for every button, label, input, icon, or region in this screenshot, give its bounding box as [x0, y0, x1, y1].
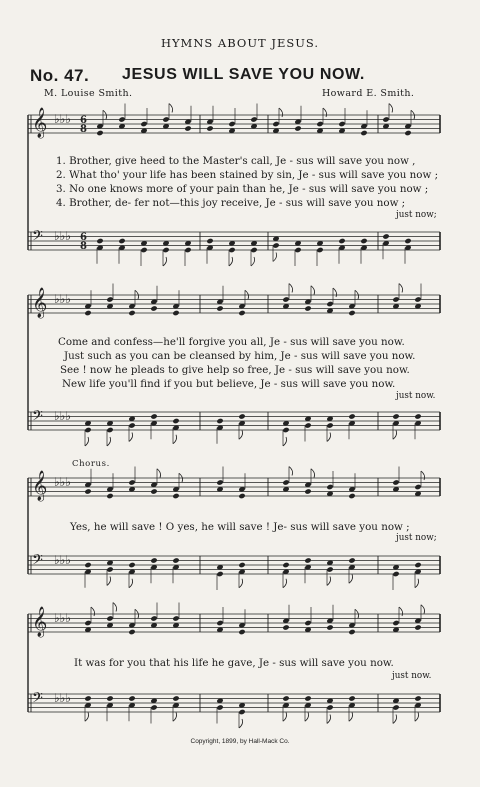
- note-head: [106, 427, 113, 433]
- note-head: [282, 479, 289, 485]
- note-head: [238, 413, 245, 419]
- verse2-line-2: Just such as you can be cleansed by him, Je - sus will save you now.: [64, 350, 416, 362]
- note-head: [238, 709, 245, 715]
- note-head: [360, 238, 367, 244]
- note-head: [282, 296, 289, 302]
- note-flag: [85, 437, 89, 446]
- note-head: [128, 695, 135, 701]
- hymn-title: JESUS WILL SAVE YOU NOW.: [122, 66, 365, 83]
- note-head: [326, 484, 333, 490]
- note-head: [348, 629, 355, 635]
- note-flag: [399, 284, 403, 293]
- note-head: [106, 566, 113, 572]
- note-head: [228, 121, 235, 127]
- note-head: [106, 296, 113, 302]
- note-head: [96, 238, 103, 244]
- note-head: [348, 493, 355, 499]
- verse-line-1: 1. Brother, give heed to the Master's call, Je - sus will save you now ,: [56, 155, 416, 167]
- note-head: [84, 620, 91, 626]
- note-flag: [323, 108, 327, 117]
- note-flag: [157, 469, 161, 478]
- note-head: [172, 418, 179, 424]
- note-flag: [273, 253, 277, 262]
- note-head: [282, 624, 289, 630]
- note-head: [206, 238, 213, 244]
- note-head: [184, 125, 191, 131]
- note-head: [304, 695, 311, 701]
- time-signature: 6: [80, 115, 87, 126]
- copyright: Copyright, 1899, by Hall-Mack Co.: [190, 738, 290, 745]
- note-flag: [399, 607, 403, 616]
- note-head: [338, 238, 345, 244]
- bass-clef: 𝄢: [32, 228, 43, 248]
- note-head: [282, 427, 289, 433]
- note-flag: [229, 257, 233, 266]
- note-head: [326, 566, 333, 572]
- note-flag: [421, 605, 425, 614]
- key-signature: ♭♭♭: [54, 112, 71, 126]
- treble-clef: 𝄞: [32, 108, 48, 138]
- verse-line-2: 2. What tho' your life has been stained by sin, Je - sus will save you now ;: [56, 169, 439, 181]
- note-head: [348, 557, 355, 563]
- note-head: [162, 247, 169, 253]
- note-head: [294, 247, 301, 253]
- note-head: [392, 479, 399, 485]
- note-flag: [311, 469, 315, 478]
- key-signature: ♭♭♭: [54, 409, 71, 423]
- note-head: [84, 695, 91, 701]
- note-head: [84, 488, 91, 494]
- note-head: [304, 620, 311, 626]
- note-flag: [393, 430, 397, 439]
- treble-clef: 𝄞: [32, 471, 48, 501]
- note-head: [140, 121, 147, 127]
- note-head: [150, 413, 157, 419]
- note-head: [216, 305, 223, 311]
- page-header: HYMNS ABOUT JESUS.: [160, 36, 320, 50]
- note-flag: [169, 104, 173, 113]
- note-flag: [173, 435, 177, 444]
- note-flag: [251, 257, 255, 266]
- note-head: [414, 624, 421, 630]
- note-head: [238, 562, 245, 568]
- bass-clef: 𝄢: [32, 690, 43, 710]
- note-head: [382, 116, 389, 122]
- note-head: [140, 247, 147, 253]
- note-head: [414, 695, 421, 701]
- note-head: [172, 493, 179, 499]
- note-head: [326, 704, 333, 710]
- note-head: [282, 562, 289, 568]
- note-head: [150, 615, 157, 621]
- note-head: [128, 422, 135, 428]
- note-head: [118, 116, 125, 122]
- note-flag: [289, 284, 293, 293]
- note-head: [304, 422, 311, 428]
- note-head: [228, 247, 235, 253]
- note-head: [128, 562, 135, 568]
- note-head: [216, 418, 223, 424]
- note-head: [238, 493, 245, 499]
- hymn-number: No. 47.: [30, 66, 90, 85]
- note-head: [172, 695, 179, 701]
- time-signature: 8: [80, 241, 87, 252]
- note-head: [118, 238, 125, 244]
- just-now-label-3: just now;: [396, 533, 437, 543]
- note-flag: [283, 437, 287, 446]
- note-flag: [239, 719, 243, 728]
- note-head: [128, 479, 135, 485]
- verse2-line-3: See ! now he pleads to give help so free, Je - sus will save you now.: [60, 364, 410, 376]
- note-head: [304, 305, 311, 311]
- note-flag: [283, 579, 287, 588]
- note-flag: [311, 286, 315, 295]
- note-flag: [239, 579, 243, 588]
- note-flag: [279, 108, 283, 117]
- just-now-label-2: just now.: [396, 391, 436, 401]
- treble-clef: 𝄞: [32, 607, 48, 637]
- note-head: [316, 121, 323, 127]
- note-head: [128, 310, 135, 316]
- note-head: [392, 620, 399, 626]
- note-flag: [163, 257, 167, 266]
- note-head: [392, 413, 399, 419]
- chorus-line-2: It was for you that his life he gave, Je - sus will save you now.: [74, 657, 394, 669]
- bass-clef: 𝄢: [32, 408, 43, 428]
- note-flag: [421, 471, 425, 480]
- key-signature: ♭♭♭: [54, 553, 71, 567]
- note-head: [150, 557, 157, 563]
- note-head: [162, 116, 169, 122]
- note-head: [414, 484, 421, 490]
- note-head: [238, 310, 245, 316]
- note-head: [150, 704, 157, 710]
- note-head: [404, 130, 411, 136]
- note-head: [96, 130, 103, 136]
- note-head: [216, 479, 223, 485]
- note-head: [392, 296, 399, 302]
- note-head: [216, 620, 223, 626]
- note-flag: [393, 715, 397, 724]
- note-head: [304, 557, 311, 563]
- note-head: [272, 242, 279, 248]
- note-head: [184, 247, 191, 253]
- author-music: Howard E. Smith.: [322, 88, 415, 99]
- key-signature: ♭♭♭: [54, 292, 71, 306]
- note-flag: [327, 715, 331, 724]
- note-head: [282, 695, 289, 701]
- note-head: [360, 130, 367, 136]
- note-flag: [349, 712, 353, 721]
- note-head: [392, 571, 399, 577]
- note-head: [172, 310, 179, 316]
- note-flag: [107, 437, 111, 446]
- chorus-label: Chorus.: [72, 459, 110, 469]
- verse2-line-1: Come and confess—he'll forgive you all, Je - sus will save you now.: [58, 336, 405, 348]
- note-head: [294, 125, 301, 131]
- note-head: [348, 695, 355, 701]
- note-flag: [239, 430, 243, 439]
- note-flag: [85, 712, 89, 721]
- note-head: [404, 238, 411, 244]
- note-head: [106, 695, 113, 701]
- note-head: [106, 615, 113, 621]
- note-head: [348, 413, 355, 419]
- note-flag: [415, 579, 419, 588]
- note-flag: [107, 577, 111, 586]
- note-flag: [327, 433, 331, 442]
- chorus-line-1: Yes, he will save ! O yes, he will save ! Je- sus will save you now ;: [70, 521, 410, 533]
- note-head: [382, 233, 389, 239]
- key-signature: ♭♭♭: [54, 691, 71, 705]
- note-flag: [113, 603, 117, 612]
- note-head: [414, 296, 421, 302]
- verse2-line-4: New life you'll find if you but believe, Je - sus will save you now.: [62, 378, 396, 390]
- note-head: [414, 413, 421, 419]
- author-words: M. Louise Smith.: [44, 88, 133, 99]
- note-flag: [173, 712, 177, 721]
- note-head: [84, 562, 91, 568]
- note-flag: [389, 104, 393, 113]
- note-head: [216, 571, 223, 577]
- note-head: [238, 629, 245, 635]
- key-signature: ♭♭♭: [54, 229, 71, 243]
- note-flag: [305, 712, 309, 721]
- note-flag: [283, 712, 287, 721]
- note-head: [304, 488, 311, 494]
- verse-line-4: 4. Brother, de- fer not—this joy receive, Je - sus will save you now ;: [56, 197, 406, 209]
- note-flag: [333, 288, 337, 297]
- key-signature: ♭♭♭: [54, 611, 71, 625]
- note-head: [316, 247, 323, 253]
- note-head: [348, 310, 355, 316]
- key-signature: ♭♭♭: [54, 475, 71, 489]
- note-head: [150, 488, 157, 494]
- note-flag: [415, 712, 419, 721]
- note-head: [272, 121, 279, 127]
- note-head: [150, 305, 157, 311]
- note-head: [84, 427, 91, 433]
- treble-clef: 𝄞: [32, 288, 48, 318]
- note-flag: [129, 579, 133, 588]
- note-head: [206, 125, 213, 131]
- note-head: [250, 247, 257, 253]
- note-head: [326, 422, 333, 428]
- just-now-label: just now;: [396, 210, 437, 220]
- bass-clef: 𝄢: [32, 552, 43, 572]
- note-head: [172, 557, 179, 563]
- note-flag: [129, 433, 133, 442]
- note-head: [172, 615, 179, 621]
- note-head: [326, 624, 333, 630]
- note-head: [250, 116, 257, 122]
- note-head: [326, 301, 333, 307]
- note-head: [84, 310, 91, 316]
- note-head: [338, 121, 345, 127]
- verse-line-3: 3. No one knows more of your pain than he, Je - sus will save you now ;: [56, 183, 429, 195]
- note-head: [392, 704, 399, 710]
- note-flag: [289, 467, 293, 476]
- note-flag: [327, 577, 331, 586]
- note-head: [128, 629, 135, 635]
- note-head: [414, 562, 421, 568]
- note-head: [106, 493, 113, 499]
- note-flag: [91, 607, 95, 616]
- note-head: [216, 704, 223, 710]
- just-now-label-4: just now.: [392, 671, 432, 681]
- note-flag: [349, 574, 353, 583]
- time-signature: 6: [80, 232, 87, 243]
- time-signature: 8: [80, 124, 87, 135]
